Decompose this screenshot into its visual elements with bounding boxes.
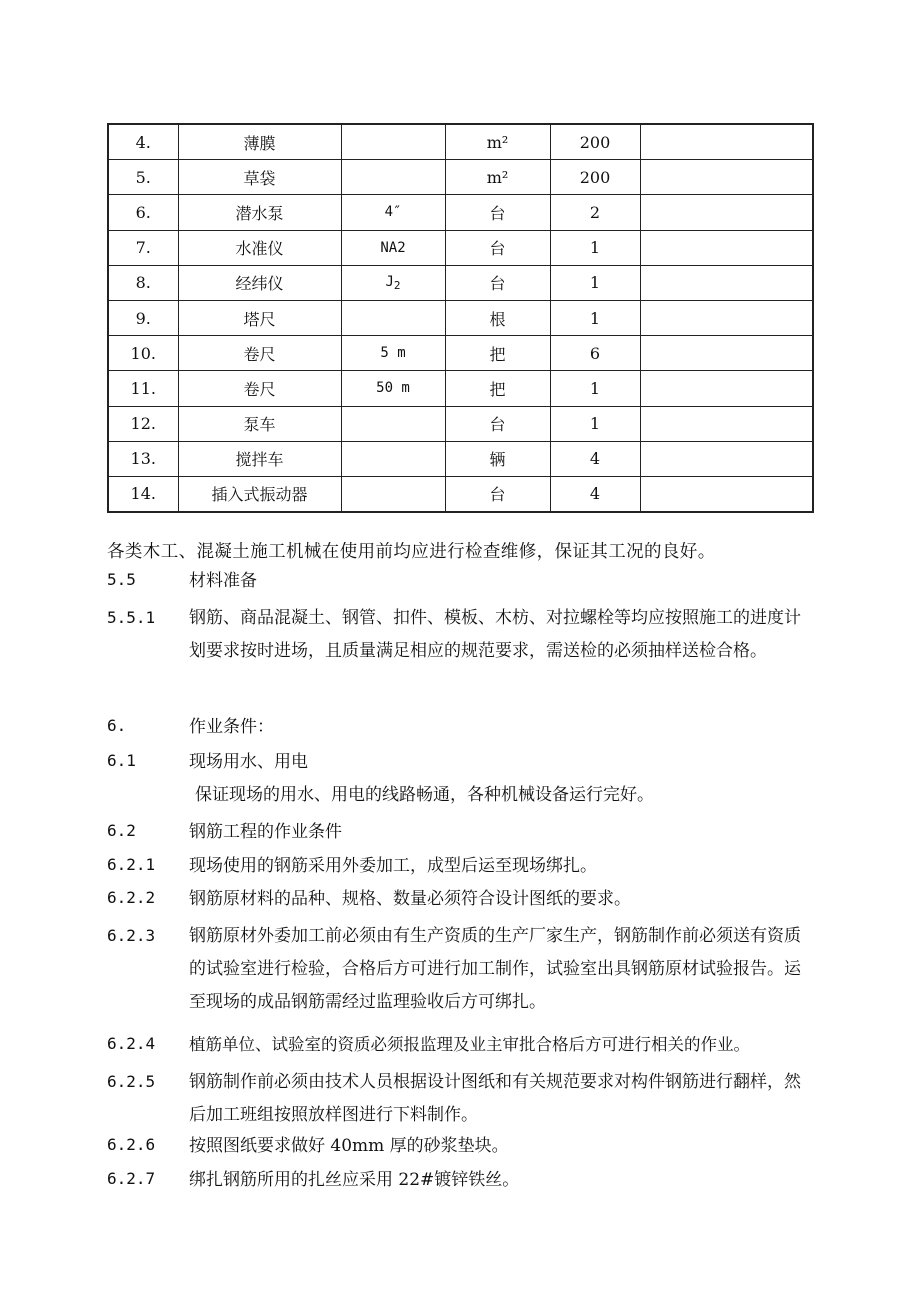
section-text: 钢筋原材外委加工前必须由有生产资质的生产厂家生产，钢筋制作前必须送有资质的试验室进行检验，合格后方可进行加工制作，试验室出具钢筋原材试验报告。运至现场的成品钢筋需经过监理验收后方可绑扎。 [189,926,801,1012]
equipment-name-cell [178,195,341,230]
equipment-name-cell-text: 潜水泵 [235,203,284,223]
table-row [108,406,813,441]
remarks-cell [640,300,813,335]
unit-cell [445,441,550,476]
row-number-cell [108,300,178,335]
spec-cell-text: NA2 [380,239,406,256]
equipment-name-cell [178,476,341,512]
equipment-name-cell-text: 经纬仪 [235,274,284,294]
equipment-name-cell-text: 塔尺 [243,309,276,329]
row-number-cell [108,160,178,195]
equipment-name-cell [178,406,341,441]
spec-cell [341,124,445,160]
quantity-cell-text: 1 [589,308,601,328]
table-row [108,124,813,160]
row-number-cell-text: 6. [135,202,151,222]
section-number: 6.2.3 [107,926,156,945]
table-row [108,160,813,195]
quantity-cell-text: 1 [589,273,601,293]
equipment-name-cell [178,371,341,406]
quantity-cell [550,160,640,195]
section-title: 材料准备 [189,571,257,591]
equipment-name-cell-text: 卷尺 [243,344,276,364]
row-number-cell-text: 11. [130,378,156,398]
quantity-cell [550,300,640,335]
section-text: 按照图纸要求做好 40mm 厚的砂浆垫块。 [189,1136,509,1156]
unit-cell-text: 台 [489,203,506,223]
row-number-cell-text: 10. [130,343,156,363]
table-row [108,336,813,371]
quantity-cell-text: 4 [589,449,601,469]
section-text: 钢筋制作前必须由技术人员根据设计图纸和有关规范要求对构件钢筋进行翻样，然后加工班组按照放样图进行下料制作。 [189,1072,801,1125]
equipment-name-cell [178,300,341,335]
spec-cell [341,371,445,406]
section-title: 现场用水、用电 [189,752,308,772]
quantity-cell [550,406,640,441]
row-number-cell [108,336,178,371]
row-number-cell [108,195,178,230]
row-number-cell-text: 4. [135,132,151,152]
quantity-cell-text: 2 [589,202,601,222]
unit-cell [445,265,550,300]
quantity-cell-text: 6 [589,343,601,363]
remarks-cell [640,265,813,300]
row-number-cell [108,230,178,265]
table-row [108,230,813,265]
spec-cell-text: 50 m [376,380,410,397]
table-row [108,195,813,230]
unit-cell [445,300,550,335]
spec-cell [341,195,445,230]
section-text: 植筋单位、试验室的资质必须报监理及业主审批合格后方可进行相关的作业。 [189,1035,750,1054]
table-row [108,300,813,335]
quantity-cell [550,195,640,230]
unit-cell-text: 台 [489,415,506,435]
remarks-cell [640,124,813,160]
quantity-cell-text: 1 [589,414,601,434]
table-row [108,371,813,406]
equipment-name-cell-text: 水准仪 [235,239,284,259]
spec-cell-text: 4″ [384,204,402,221]
quantity-cell-text: 200 [579,167,611,187]
remarks-cell [640,476,813,512]
equipment-name-cell-text: 插入式振动器 [211,485,308,505]
unit-cell-text: m² [486,167,509,187]
spec-cell [341,160,445,195]
quantity-cell [550,265,640,300]
unit-cell-text: 把 [489,344,506,364]
equipment-name-cell [178,160,341,195]
section-number: 5.5 [107,570,136,589]
spec-cell [341,336,445,371]
quantity-cell [550,124,640,160]
row-number-cell-text: 12. [130,414,156,434]
spec-cell [341,406,445,441]
spec-cell [341,476,445,512]
unit-cell [445,336,550,371]
quantity-cell-text: 1 [589,378,601,398]
section-number: 6.2.5 [107,1072,156,1091]
equipment-table [107,123,814,513]
equipment-name-cell [178,441,341,476]
section-number: 5.5.1 [107,608,156,627]
section-number: 6.1 [107,751,136,770]
remarks-cell [640,406,813,441]
section-number: 6.2.1 [107,855,156,874]
section-text: 保证现场的用水、用电的线路畅通，各种机械设备运行完好。 [195,785,654,805]
unit-cell [445,230,550,265]
remarks-cell [640,230,813,265]
section-text: 钢筋、商品混凝土、钢管、扣件、模板、木枋、对拉螺栓等均应按照施工的进度计划要求按时进场，且质量满足相应的规范要求，需送检的必须抽样送检合格。 [189,608,801,661]
quantity-cell [550,371,640,406]
section-number: 6.2.7 [107,1169,156,1188]
section-text: 绑扎钢筋所用的扎丝应采用 22#镀锌铁丝。 [189,1170,520,1190]
table-row [108,476,813,512]
quantity-cell [550,336,640,371]
remarks-cell [640,441,813,476]
section-title: 钢筋工程的作业条件 [189,822,342,842]
equipment-name-cell-text: 草袋 [243,168,276,188]
unit-cell-text: m² [486,132,509,152]
row-number-cell [108,371,178,406]
unit-cell-text: 根 [489,309,506,329]
unit-cell [445,124,550,160]
spec-cell [341,265,445,300]
equipment-name-cell [178,265,341,300]
intro-paragraph: 各类木工、混凝土施工机械在使用前均应进行检查维修，保证其工况的良好。 [107,542,716,562]
unit-cell-text: 台 [489,485,506,505]
row-number-cell [108,265,178,300]
section-number: 6.2.4 [107,1034,156,1053]
remarks-cell [640,371,813,406]
spec-cell-text: 5 m [380,345,406,362]
section-text: 现场使用的钢筋采用外委加工，成型后运至现场绑扎。 [189,856,597,876]
equipment-name-cell [178,230,341,265]
row-number-cell [108,406,178,441]
unit-cell [445,406,550,441]
quantity-cell [550,230,640,265]
equipment-name-cell-text: 卷尺 [243,379,276,399]
row-number-cell-text: 13. [130,449,156,469]
row-number-cell-text: 8. [135,273,151,293]
equipment-name-cell-text: 薄膜 [243,133,276,153]
equipment-name-cell-text: 搅拌车 [235,450,284,470]
row-number-cell-text: 9. [135,308,151,328]
spec-cell [341,230,445,265]
row-number-cell [108,441,178,476]
quantity-cell-text: 200 [579,132,611,152]
row-number-cell-text: 7. [135,238,151,258]
section-text: 钢筋原材料的品种、规格、数量必须符合设计图纸的要求。 [189,889,631,909]
unit-cell [445,371,550,406]
section-number: 6.2 [107,821,136,840]
unit-cell-text: 台 [489,239,506,259]
equipment-name-cell [178,336,341,371]
quantity-cell-text: 4 [589,484,601,504]
equipment-name-cell-text: 泵车 [243,415,276,435]
row-number-cell-text: 14. [130,484,156,504]
unit-cell [445,476,550,512]
quantity-cell [550,476,640,512]
row-number-cell [108,124,178,160]
section-number: 6.2.6 [107,1135,156,1154]
row-number-cell [108,476,178,512]
quantity-cell-text: 1 [589,238,601,258]
row-number-cell-text: 5. [135,167,151,187]
spec-subscript: 2 [393,278,401,292]
remarks-cell [640,336,813,371]
unit-cell-text: 把 [489,379,506,399]
equipment-name-cell [178,124,341,160]
unit-cell [445,160,550,195]
section-number: 6. [107,716,127,735]
section-number: 6.2.2 [107,888,156,907]
table-row [108,265,813,300]
section-title: 作业条件： [189,717,274,737]
table-row [108,441,813,476]
unit-cell-text: 辆 [489,450,506,470]
spec-cell-text: J [385,273,394,290]
equipment-table-body [108,124,813,512]
spec-cell [341,441,445,476]
quantity-cell [550,441,640,476]
remarks-cell [640,160,813,195]
spec-cell [341,300,445,335]
unit-cell [445,195,550,230]
unit-cell-text: 台 [489,274,506,294]
remarks-cell [640,195,813,230]
